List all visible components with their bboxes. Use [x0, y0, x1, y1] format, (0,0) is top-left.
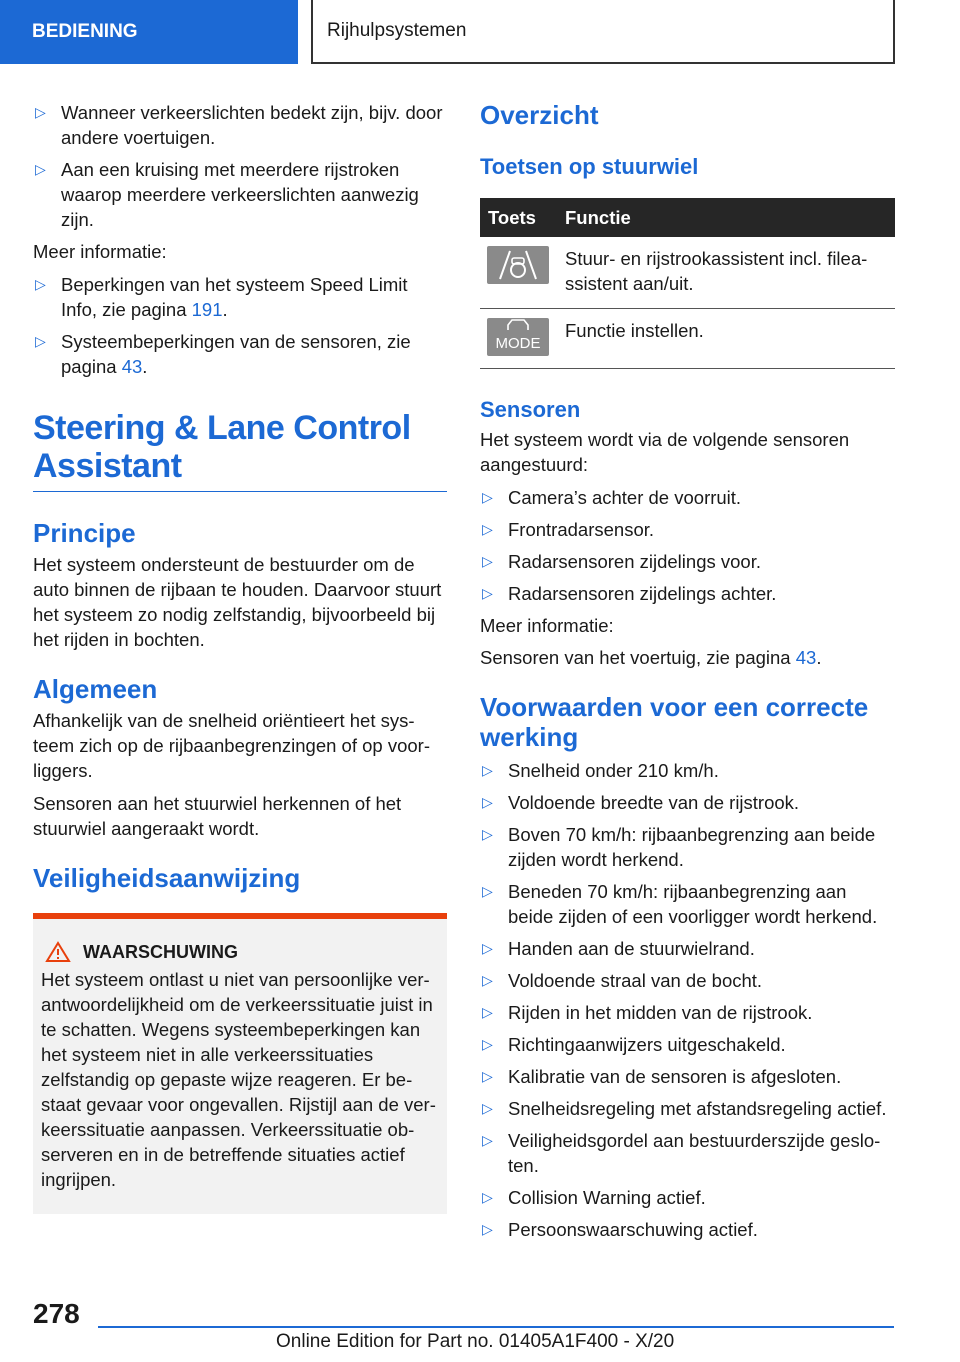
- page-number: 278: [33, 1298, 80, 1329]
- list-item: ▷ Wanneer verkeerslichten bedekt zijn, bijv. door andere voertuigen.: [35, 102, 443, 148]
- bullet-icon: ▷: [482, 1004, 493, 1020]
- list-item: ▷ Voldoende straal van de bocht.: [482, 970, 763, 991]
- list-item: ▷ Radarsensoren zijdelings voor.: [482, 551, 761, 572]
- bullet-icon: ▷: [482, 1068, 493, 1084]
- table-row: [480, 309, 895, 369]
- footer-divider: [98, 1326, 894, 1328]
- bullet-icon: ▷: [482, 794, 493, 810]
- header-chapter: [311, 0, 895, 64]
- traffic-light-list: [33, 100, 447, 232]
- bullet-icon: ▷: [482, 883, 493, 899]
- warning-box: [33, 913, 447, 1214]
- car-icon: [505, 319, 531, 331]
- bullet-icon: ▷: [482, 1189, 493, 1205]
- algemeen-text-2: Sensoren aan het stuurwiel herkennen of het stuurwiel aangeraakt wordt.: [33, 793, 402, 839]
- list-item: ▷ Beneden 70 km/h: rijbaanbegrenzing aan beide zijden of een voorligger wordt herkend.: [482, 881, 878, 927]
- bullet-icon: ▷: [482, 940, 493, 956]
- bullet-icon: ▷: [482, 553, 493, 569]
- list-item: ▷ Beperkingen van het systeem Speed Limit Info, zie pagina 191.: [35, 274, 408, 320]
- list-item: ▷ Handen aan de stuurwielrand.: [482, 938, 755, 959]
- steering-assist-button[interactable]: [487, 246, 549, 284]
- list-item: ▷ Frontradarsensor.: [482, 519, 655, 540]
- header-toets: Toets: [480, 198, 557, 237]
- bullet-icon: ▷: [482, 762, 493, 778]
- list-item: ▷ Rijden in het midden van de rijstrook.: [482, 1002, 813, 1023]
- table-row: [480, 237, 895, 309]
- list-item: ▷ Radarsensoren zijdelings achter.: [482, 583, 777, 604]
- bullet-icon: ▷: [35, 333, 46, 349]
- list-item: ▷ Collision Warning actief.: [482, 1187, 706, 1208]
- table-header-row: [480, 198, 895, 237]
- keys-table: [480, 198, 895, 369]
- bullet-icon: ▷: [482, 521, 493, 537]
- list-item: ▷ Voldoende breedte van de rijstrook.: [482, 792, 800, 813]
- voorwaarden-list: [480, 758, 895, 1242]
- bullet-icon: ▷: [482, 1221, 493, 1237]
- warning-title: WAARSCHUWING: [83, 941, 238, 962]
- page-link[interactable]: 191: [191, 299, 223, 320]
- list-item: ▷ Kalibratie van de sensoren is afgesloten.: [482, 1066, 842, 1087]
- list-item: ▷ Camera’s achter de voorruit.: [482, 487, 742, 508]
- page-link[interactable]: 43: [795, 647, 817, 668]
- list-item: ▷ Systeembeperkingen van de sensoren, zie pagina 43.: [35, 331, 411, 377]
- bullet-icon: ▷: [482, 972, 493, 988]
- algemeen-heading: Algemeen: [33, 674, 158, 704]
- list-item: ▷ Snelheid onder 210 km/h.: [482, 760, 719, 781]
- bullet-icon: ▷: [482, 1036, 493, 1052]
- steering-assist-icon: [496, 249, 540, 281]
- list-item: ▷ Richtingaanwijzers uitgeschakeld.: [482, 1034, 786, 1055]
- list-item: ▷ Snelheidsregeling met afstandsregeling actief.: [482, 1098, 887, 1119]
- veiligheid-heading: Veiligheidsaanwijzing: [33, 863, 301, 893]
- principe-text: Het systeem ondersteunt de bestuurder om de auto binnen de rijbaan te houden. Daarvoor stuurt het systeem zo nodig zelfstandig, bijvoorbeeld bij het rijden in bochten.: [33, 554, 442, 650]
- toetsen-heading: Toetsen op stuurwiel: [480, 154, 699, 179]
- voorwaarden-heading: Voorwaarden voor een correcte werking: [480, 692, 869, 752]
- bullet-icon: ▷: [482, 1100, 493, 1116]
- mode-button[interactable]: [487, 318, 549, 356]
- warning-triangle-icon: [45, 941, 71, 963]
- header-chapter-label: Rijhulpsystemen: [327, 20, 467, 41]
- chapter-title: Steering & Lane Control Assistant: [33, 409, 411, 485]
- row-function: Stuur- en rijstrookassistent incl. fileassistent aan/uit.: [557, 237, 895, 309]
- list-item: ▷ Persoonswaarschuwing actief.: [482, 1219, 758, 1240]
- bullet-icon: ▷: [35, 161, 46, 177]
- bullet-icon: ▷: [482, 489, 493, 505]
- bullet-icon: ▷: [482, 826, 493, 842]
- chapter-title-block: [33, 409, 447, 492]
- list-item: ▷ Boven 70 km/h: rijbaanbegrenzing aan beide zijden wordt herkend.: [482, 824, 876, 870]
- principe-heading: Principe: [33, 518, 136, 548]
- header-section: [0, 0, 298, 64]
- sensoren-reference: Sensoren van het voertuig, zie pagina 43.: [480, 647, 822, 668]
- more-info-label: Meer informatie:: [33, 241, 167, 262]
- left-column: [33, 100, 447, 1214]
- overzicht-heading: Overzicht: [480, 100, 599, 130]
- sensoren-list: [480, 485, 895, 606]
- more-info-label: Meer informatie:: [480, 615, 614, 636]
- warning-title-row: [41, 941, 439, 963]
- sensoren-heading: Sensoren: [480, 397, 581, 422]
- list-item: ▷ Aan een kruising met meerdere rijstroken waarop meerdere verkeerslichten aanwezig zijn.: [35, 159, 419, 230]
- bullet-icon: ▷: [482, 585, 493, 601]
- edition-note: Online Edition for Part no. 01405A1F400 - X/20: [276, 1331, 675, 1352]
- page-link[interactable]: 43: [121, 356, 143, 377]
- title-divider: [33, 491, 447, 492]
- algemeen-text-1: Afhankelijk van de snelheid oriëntieert het systeem zich op de rijbaanbegrenzingen of op voorliggers.: [33, 710, 430, 781]
- header-section-label: BEDIENING: [32, 21, 138, 42]
- mode-label: MODE: [495, 334, 541, 352]
- header-functie: Functie: [557, 198, 895, 237]
- reference-list: [33, 272, 447, 379]
- bullet-icon: ▷: [35, 104, 46, 120]
- row-function: Functie instellen.: [557, 309, 895, 369]
- warning-text: Het systeem ontlast u niet van persoonlijke verantwoordelijkheid om de verkeerssituatie juist in te schatten. Wegens systeembeperkingen kan het systeem niet in alle verkeerssituaties zelfstandig op gepaste wijze reageren. Er bestaat gevaar voor ongevallen. Rijstijl aan de verkeerssituatie aanpassen. Verkeerssituatie observeren en in de betreffende situaties actief ingrijpen.: [41, 969, 436, 1190]
- list-item: ▷ Veiligheidsgordel aan bestuurderszijde gesloten.: [482, 1130, 881, 1176]
- right-column: [480, 100, 895, 1249]
- bullet-icon: ▷: [35, 276, 46, 292]
- sensoren-text: Het systeem wordt via de volgende sensoren aangestuurd:: [480, 429, 850, 475]
- bullet-icon: ▷: [482, 1132, 493, 1148]
